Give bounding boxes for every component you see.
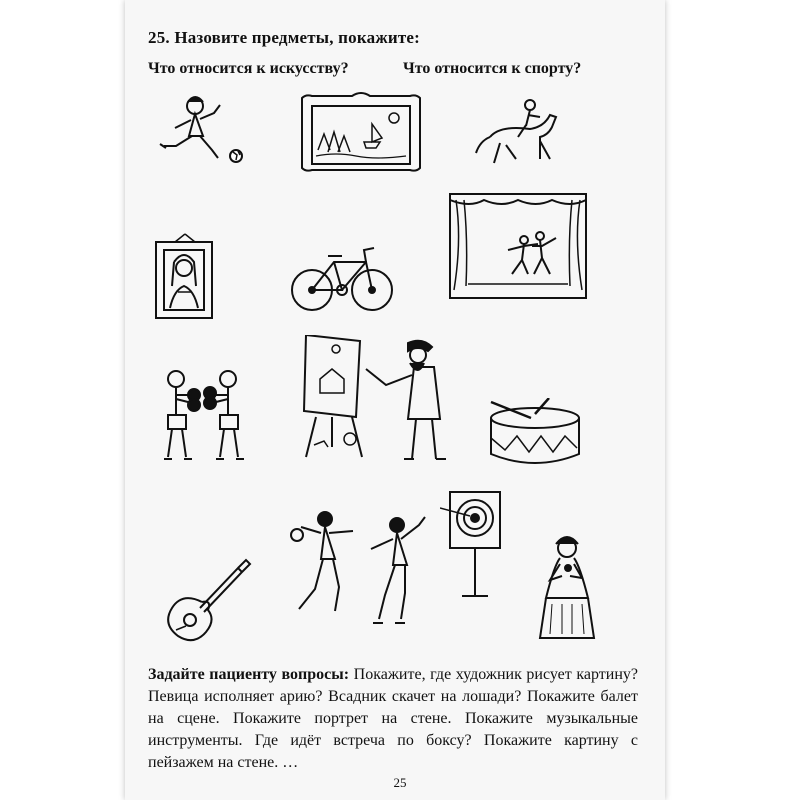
- singer-illustration: [532, 534, 602, 644]
- ballet-stage-illustration: [448, 192, 588, 302]
- question-art: Что относится к искусству?: [148, 60, 349, 77]
- portrait-painting-illustration: [150, 232, 220, 322]
- guitar-illustration: [162, 556, 252, 646]
- football-player-illustration: [150, 92, 250, 172]
- exercise-heading: [148, 28, 420, 48]
- instructions-body: Покажите, где художник рисует картину? Певица исполняет арию? Всадник скачет на лошади? Покажите балет на сцене. Покажите портрет на стене. Покажите музыкальные инструменты. Где идёт встреча по боксу? Покажите картину с пейзажем на стене. …: [148, 666, 638, 771]
- exercise-number: 25.: [148, 28, 170, 47]
- bicycle-illustration: [288, 236, 398, 316]
- page-number: 25: [393, 775, 407, 790]
- drum-illustration: [485, 398, 585, 468]
- basketball-players-illustration: [285, 505, 435, 645]
- exercise-title: Назовите предметы, покажите:: [174, 28, 420, 47]
- landscape-painting-illustration: [296, 90, 426, 180]
- archery-target-illustration: [440, 490, 520, 600]
- boxers-illustration: [150, 365, 260, 465]
- instructions-paragraph: [148, 664, 638, 774]
- instructions-lead: Задайте пациенту вопросы:: [148, 666, 350, 683]
- painter-at-easel-illustration: [296, 335, 446, 465]
- question-sport: Что относится к спорту?: [403, 60, 582, 77]
- horse-rider-illustration: [470, 95, 570, 175]
